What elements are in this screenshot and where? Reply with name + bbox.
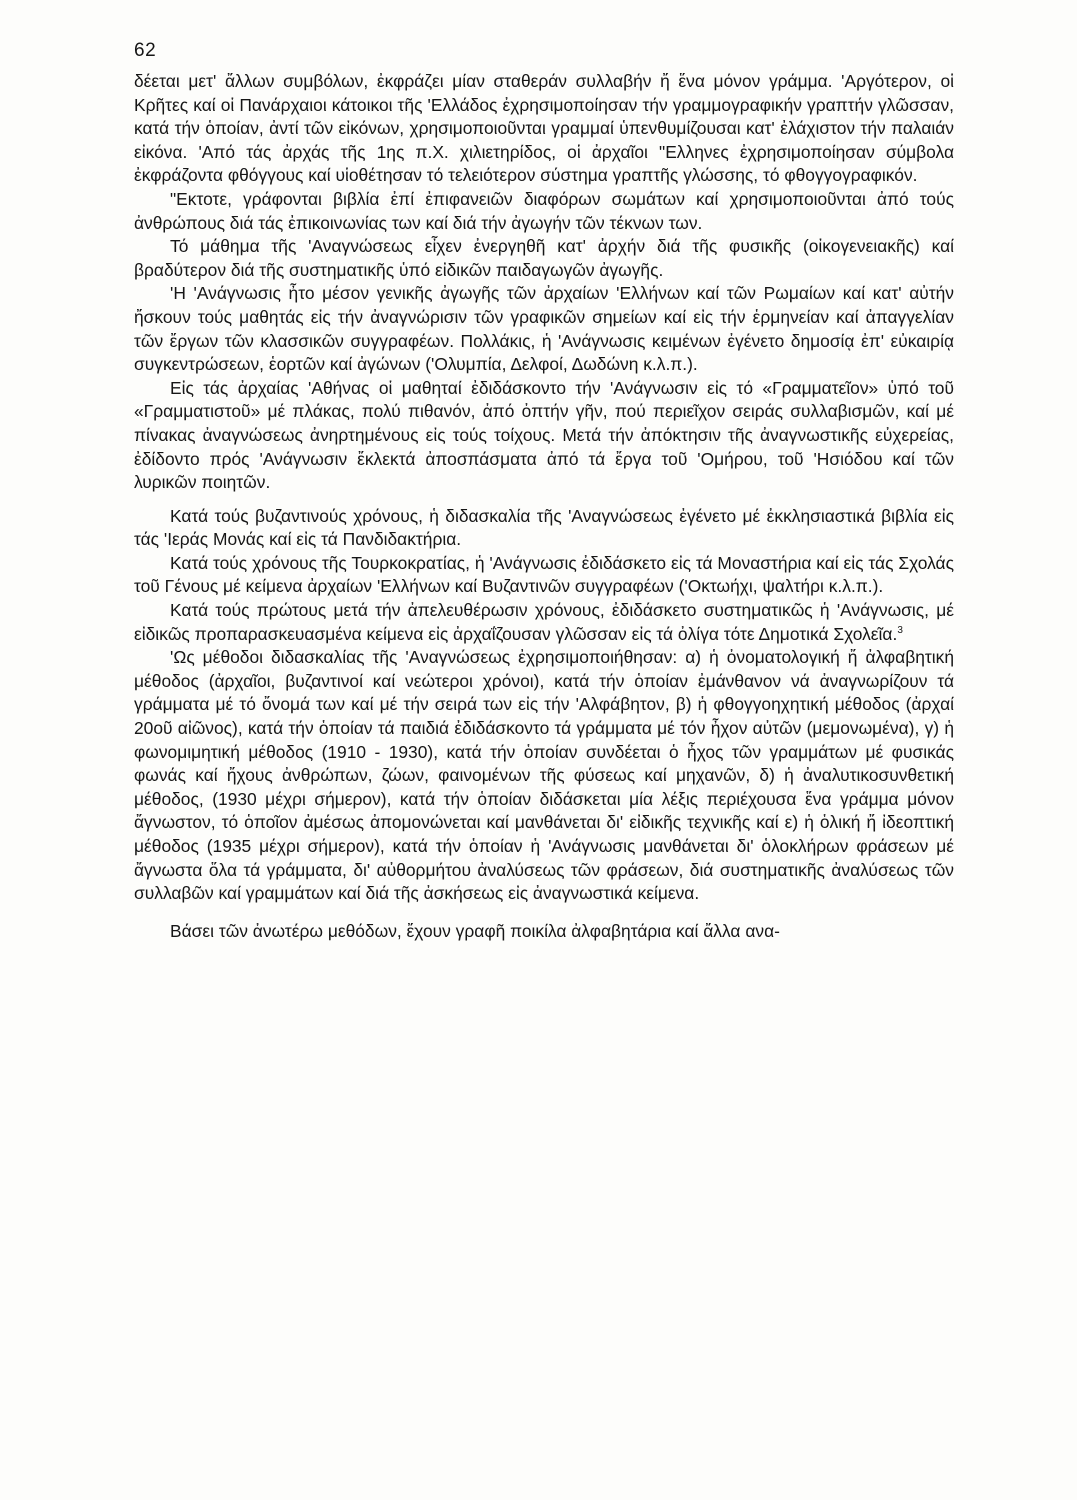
text-body — [134, 70, 954, 943]
paragraph-10: Βάσει τῶν ἀνωτέρω μεθόδων, ἔχουν γραφῆ ποικίλα ἀλφαβητάρια καί ἄλλα ανα- — [170, 920, 780, 941]
paragraph-6: Κατά τούς βυζαντινούς χρόνους, ἡ διδασκαλία τῆς 'Αναγνώσεως ἐγένετο μέ ἐκκλησιαστικά βιβλία εἰς τάς 'Ιεράς Μονάς καί εἰς τά Πανδιδακτήρια. — [134, 505, 954, 550]
paragraph-8 — [134, 599, 954, 646]
paragraph-9: 'Ως μέθοδοι διδασκαλίας τῆς 'Αναγνώσεως ἐχρησιμοποιήθησαν: α) ἡ ὀνοματολογική ἤ ἀλφαβητική μέθοδος (ἀρχαῖοι, βυζαντινοί καί νεώτεροι χρόνοι), κατά τήν ὁποίαν ἐμάνθανον νά ἀναγνωρίζουν τά γράμματα μέ τό ὄνομά των καί μέ τήν σειρά των εἰς τήν 'Αλφάβητον, β) ἡ φθογγοηχητική μέθοδος (ἀρχαί 20οῦ αἰῶνος), κατά τήν ὁποίαν τά παιδιά ἐδιδάσκοντο τά γράμματα μέ τόν ἦχον αὐτῶν (μεμονωμένα), γ) ἡ φωνομιμητική μέθοδος (1910 - 1930), κατά τήν ὁποίαν συνδέεται ὁ ἦχος τῶν γραμμάτων μέ φυσικάς φωνάς καί ἤχους ἀνθρώπων, ζώων, φαινομένων τῆς φύσεως καί μηχανῶν, δ) ἡ ἀναλυτικοσυνθετική μέθοδος, (1930 μέχρι σήμερον), κατά τήν ὁποίαν διδάσκεται μία λέξις περιέχουσα ἕνα γράμμα μόνον ἄγνωστον, τό ὁποῖον ἀμέσως ἀπομονώνεται καί μανθάνεται δι' εἰδικῆς τεχνικῆς καί ε) ἡ ὁλική ἤ ἰδεοπτική μέθοδος (1935 μέχρι σήμερον), κατά τήν ὁποίαν ἡ 'Ανάγνωσις μανθάνεται δι' ὁλοκλήρων φράσεων μέ ἄγνωστα ὅλα τά γράμματα, δι' αὐθορμήτου ἀναλύσεως τῶν φράσεων, διά συστηματικῆς ἀναλύσεως τῶν συλλαβῶν καί γραμμάτων καί διά τῆς ἀσκήσεως εἰς ἀναγνωστικά κείμενα. — [134, 647, 954, 904]
footnote-marker: 3 — [897, 624, 903, 636]
paragraph-5: Εἰς τάς ἀρχαίας 'Αθήνας οἱ μαθηταί ἐδιδάσκοντο τήν 'Ανάγνωσιν εἰς τό «Γραμματεῖον» ὑπό τοῦ «Γραμματιστοῦ» μέ πλάκας, πολύ πιθανόν, ἀπό ὀπτήν γῆν, πού περιεῖχον σειράς συλλαβισμῶν, καί μέ πίνακας ἀναγνώσεως ἀνηρτημένους εἰς τούς τοίχους. Μετά τήν ἀπόκτησιν τῆς ἀναγνωστικῆς εὐχερείας, ἐδίδοντο πρός 'Ανάγνωσιν ἔκλεκτά ἀποσπάσματα ἀπό τά ἔργα τοῦ 'Ομήρου, τοῦ 'Ησιόδου καί τῶν λυρικῶν ποιητῶν. — [134, 377, 954, 493]
paragraph-2: "Εκτοτε, γράφονται βιβλία ἐπί ἐπιφανειῶν διαφόρων σωμάτων καί χρησιμοποιοῦνται ἀπό τούς ἀνθρώπους διά τάς ἐπικοινωνίας των καί διά τήν ἀγωγήν τῶν τέκνων των. — [134, 188, 954, 233]
page-number: 62 — [134, 40, 157, 61]
paragraph-3: Τό μάθημα τῆς 'Αναγνώσεως εἶχεν ἐνεργηθῆ κατ' ἀρχήν διά τῆς φυσικῆς (οἰκογενειακῆς) καί βραδύτερον διά τῆς συστηματικῆς ὑπό εἰδικῶν παιδαγωγῶν ἀγωγῆς. — [134, 236, 954, 280]
paragraph-1: δέεται μετ' ἄλλων συμβόλων, ἐκφράζει μίαν σταθεράν συλλαβήν ἤ ἕνα μόνον γράμμα. 'Αργότερον, οἱ Κρῆτες καί οἱ Πανάρχαιοι κάτοικοι τῆς 'Ελλάδος ἐχρησιμοποίησαν τήν γραμμογραφικήν γραπτήν γλῶσσαν, κατά τήν ὁποίαν, ἀντί τῶν εἰκόνων, χρησιμοποιοῦνται γραμμαί ὑπενθυμίζουσαι κατ' ἐλάχιστον τήν παλαιάν εἰκόνα. 'Από τάς ἀρχάς τῆς 1ης π.Χ. χιλιετηρίδος, οἱ ἀρχαῖοι "Ελληνες ἐχρησιμοποίησαν σύμβολα ἐκφράζοντα φθόγγους καί υἱοθέτησαν τό τελειότερον σύστημα γραπτῆς γλώσσης, τό φθογγογραφικόν. — [134, 71, 954, 186]
paragraph-8-text: Κατά τούς πρώτους μετά τήν ἀπελευθέρωσιν χρόνους, ἐδιδάσκετο συστηματικῶς ἡ 'Ανάγνωσις, μέ εἰδικῶς προπαρασκευασμένα κείμενα εἰς ἀρχαΐζουσαν γλῶσσαν εἰς τά ὀλίγα τότε Δημοτικά Σχολεῖα. — [134, 600, 954, 644]
paragraph-4: 'Η 'Ανάγνωσις ἦτο μέσον γενικῆς ἀγωγῆς τῶν ἀρχαίων 'Ελλήνων καί τῶν Ρωμαίων καί κατ' αὐτήν ἤσκουν τούς μαθητάς εἰς τήν ἀναγνώρισιν τῶν γραφικῶν σημείων καί εἰς τήν ἑρμηνείαν καί ἀπαγγελίαν τῶν ἔργων τῶν κλασσικῶν συγγραφέων. Πολλάκις, ἡ 'Ανάγνωσις κειμένων ἐγένετο δημοσίᾳ ἐπ' εὐκαιρίᾳ συγκεντρώσεων, ἑορτῶν καί ἀγώνων ('Ολυμπία, Δελφοί, Δωδώνη κ.λ.π.). — [134, 283, 954, 375]
paragraph-7: Κατά τούς χρόνους τῆς Τουρκοκρατίας, ἡ 'Ανάγνωσις ἐδιδάσκετο εἰς τά Μοναστήρια καί εἰς τάς Σχολάς τοῦ Γένους μέ κείμενα ἀρχαίων 'Ελλήνων καί Βυζαντινῶν συγγραφέων ('Οκτωήχι, ψαλτήρι κ.λ.π.). — [134, 552, 954, 597]
